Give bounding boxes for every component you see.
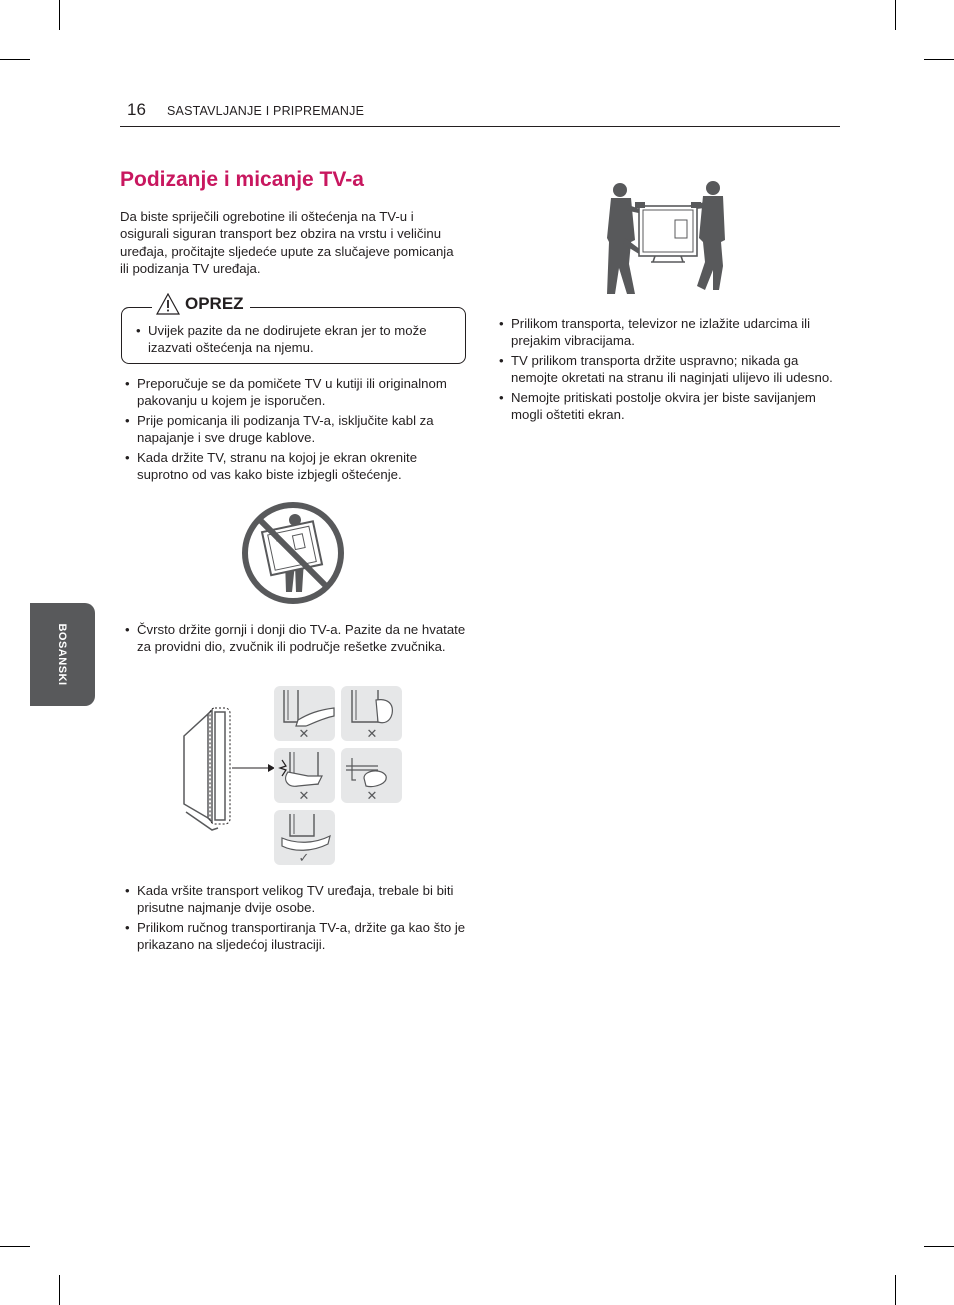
- bullet-list-right: [495, 315, 840, 425]
- section-title: SASTAVLJANJE I PRIPREMANJE: [167, 104, 365, 118]
- list-item: • Prije pomicanja ili podizanja TV-a, isključite kabl za napajanje i sve druge kablove.: [121, 412, 466, 447]
- cross-mark-icon: ✕: [366, 727, 378, 742]
- list-item: • Čvrsto držite gornji i donji dio TV-a. Pazite da ne hvatate za providni dio, zvučnik ili područje rešetke zvučnika.: [121, 621, 466, 656]
- caution-label: [152, 293, 250, 315]
- two-person-carry-illustration: [605, 180, 729, 296]
- crop-mark: [895, 1275, 896, 1305]
- page-number: 16: [127, 100, 146, 119]
- tv-side-view: [184, 708, 275, 830]
- crop-mark: [924, 59, 954, 60]
- grip-panel-wrong-1: [274, 686, 335, 742]
- cross-mark-icon: ✕: [366, 789, 378, 804]
- crop-mark: [924, 1246, 954, 1247]
- bullet-list-grip: [121, 621, 466, 658]
- intro-paragraph: Da biste spriječili ogrebotine ili oštećenja na TV-u i osigurali siguran transport bez obzira na vrstu i veličinu uređaja, pročitajte sljedeće upute za slučajeve pomicanja ili podizanja TV uređaja.: [120, 209, 454, 277]
- caution-item: • Uvijek pazite da ne dodirujete ekran jer to može izazvati oštećenja na njemu.: [132, 322, 462, 357]
- bullet-list-handling: [121, 375, 466, 485]
- crop-mark: [59, 1275, 60, 1305]
- check-mark-icon: ✓: [298, 851, 310, 866]
- caution-title: OPREZ: [185, 294, 244, 313]
- grip-panel-wrong-4: [341, 748, 402, 804]
- page-header: [120, 98, 840, 127]
- list-item: • Kada vršite transport velikog TV uređaja, trebale bi biti prisutne najmanje dvije osobe.: [121, 882, 466, 917]
- bullet-list-transport: [121, 882, 466, 956]
- language-tab-label: BOSANSKI: [56, 623, 69, 686]
- list-item: • Prilikom ručnog transportiranja TV-a, držite ga kao što je prikazano na sljedećoj ilustraciji.: [121, 919, 466, 954]
- warning-triangle-icon: [156, 293, 180, 315]
- grip-panel-correct: [274, 810, 335, 866]
- list-item: • TV prilikom transporta držite uspravno; nikada ga nemojte okretati na stranu ili naginjati ulijevo ili udesno.: [495, 352, 840, 387]
- language-tab: [30, 603, 95, 706]
- grip-panel-wrong-3: [274, 748, 335, 804]
- grip-diagram: [178, 686, 406, 868]
- list-item: • Prilikom transporta, televizor ne izlažite udarcima ili prejakim vibracijama.: [495, 315, 840, 350]
- list-item: • Preporučuje se da pomičete TV u kutiji ili originalnom pakovanju u kojem je isporučen.: [121, 375, 466, 410]
- page-title: Podizanje i micanje TV-a: [120, 168, 364, 191]
- grip-panel-wrong-2: [341, 686, 402, 742]
- prohibited-carry-illustration: [240, 500, 346, 606]
- cross-mark-icon: ✕: [298, 727, 310, 742]
- crop-mark: [895, 0, 896, 30]
- list-item: • Kada držite TV, stranu na kojoj je ekran okrenite suprotno od vas kako biste izbjegli oštećenje.: [121, 449, 466, 484]
- caution-box: [121, 294, 466, 364]
- crop-mark: [0, 1246, 30, 1247]
- crop-mark: [59, 0, 60, 30]
- crop-mark: [0, 59, 30, 60]
- list-item: • Nemojte pritiskati postolje okvira jer biste savijanjem mogli oštetiti ekran.: [495, 389, 840, 424]
- cross-mark-icon: ✕: [298, 789, 310, 804]
- caution-list: [132, 322, 462, 359]
